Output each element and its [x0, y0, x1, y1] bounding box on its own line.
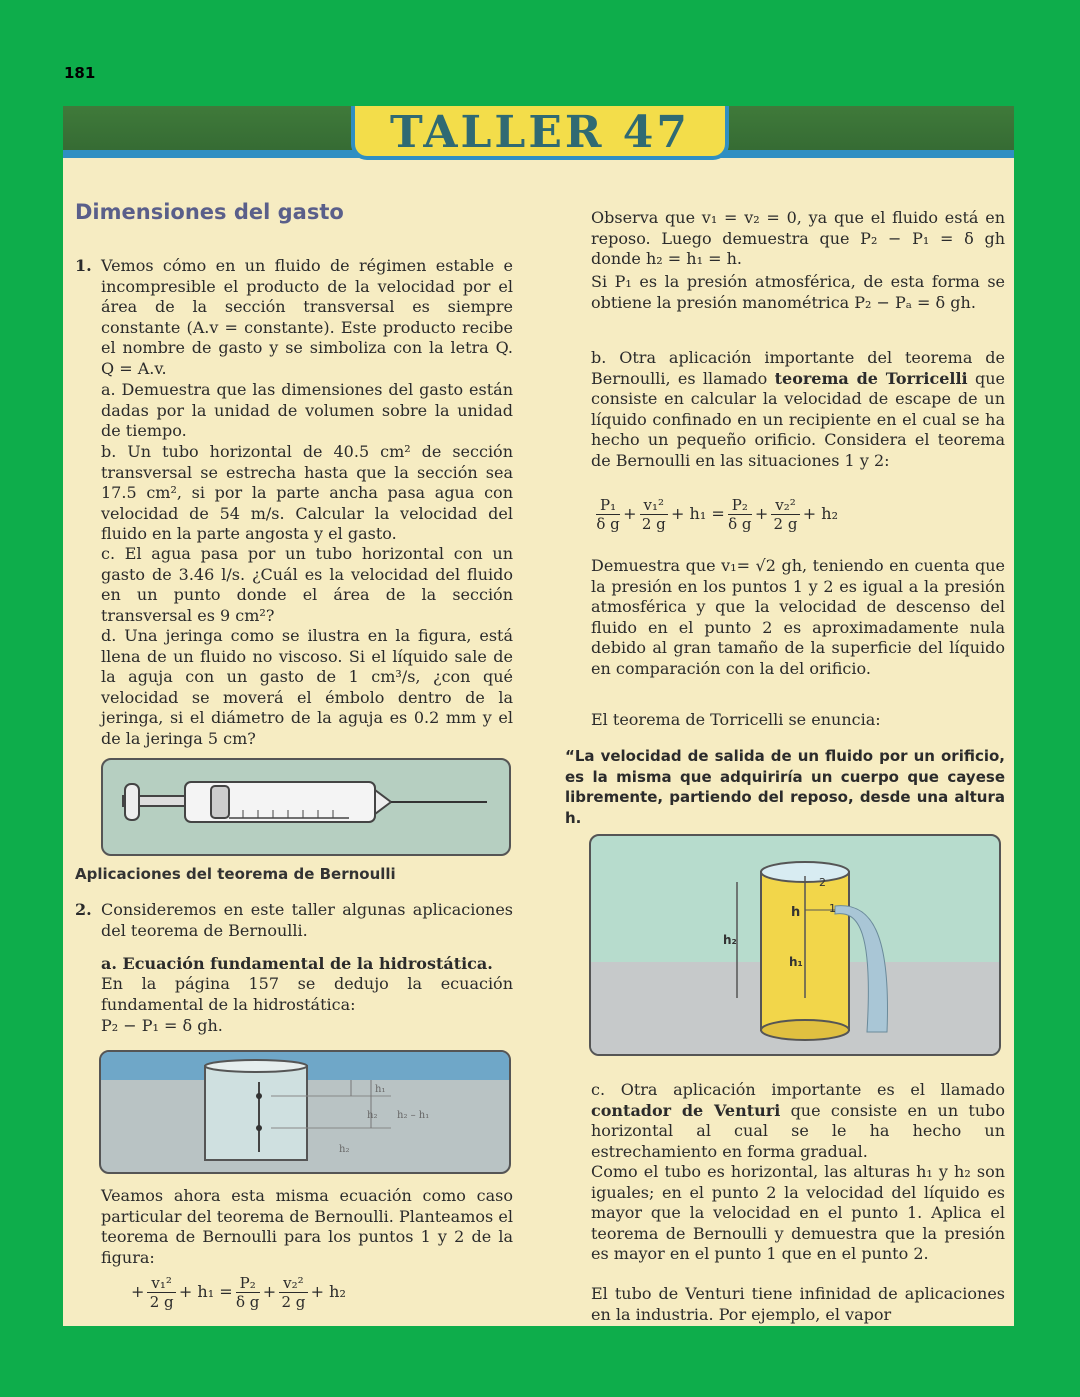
tank-label-1: 1 [829, 902, 836, 915]
section-title-dimensiones: Dimensiones del gasto [75, 200, 344, 224]
venturi-term: contador de Venturi [591, 1100, 781, 1120]
formula-den: δ g [235, 1293, 260, 1311]
beaker-label-h2: h₂ [367, 1110, 378, 1121]
item-1-text: Vemos cómo en un fluido de régimen estable e incompresible el producto de la velocidad por el área de la sección transversal es siempre constante (A.v = constante). Este producto recibe el nombre de gasto y se simboliza con la letra Q. Q = A.v. [101, 256, 513, 378]
formula-den: 2 g [149, 1293, 174, 1311]
right-paragraph-6: El tubo de Venturi tiene infinidad de aplicaciones en la industria. Por ejemplo, el vapor [591, 1284, 1005, 1324]
formula-term: + h₂ [802, 504, 838, 524]
item-number-1: 1. [75, 256, 92, 275]
formula-term: + [754, 504, 769, 524]
right-paragraph-2: Si P₁ es la presión atmosférica, de esta forma se obtiene la presión manométrica P₂ − Pₐ = δ gh. [591, 272, 1005, 312]
page-title: TALLER 47 [351, 106, 729, 160]
formula-den: 2 g [281, 1293, 306, 1311]
formula-den: δ g [596, 515, 620, 533]
formula-num: P₁ [596, 496, 620, 515]
syringe-icon [103, 760, 509, 854]
item-2a-after-text: Veamos ahora esta misma ecuación como caso particular del teorema de Bernoulli. Planteamos el teorema de Bernoulli para los puntos 1 y 2 de la figura: [101, 1186, 513, 1267]
bernoulli-formula-bottom [131, 1274, 346, 1311]
formula-num: P₂ [728, 496, 752, 515]
item-2b-rest: que consiste en calcular la velocidad de escape de un líquido confinado en un recipiente en el cual se ha hecho un pequeño orificio. Considera el teorema de Bernoulli en las situaciones 1 y 2: [591, 368, 1005, 470]
right-paragraph-3: Demuestra que v₁= √2 gh, teniendo en cuenta que la presión en los puntos 1 y 2 es igual a la presión atmosférica y que la velocidad de descenso del fluido en el punto 2 es aproximadamente nula debido al gran tamaño de la superficie del líquido en comparación con la del orificio. [591, 556, 1005, 678]
formula-term: + h₁ = [671, 504, 725, 524]
right-paragraph-1: Observa que v₁ = v₂ = 0, ya que el fluido está en reposo. Luego demuestra que P₂ − P₁ = δ gh donde h₂ = h₁ = h. [591, 208, 1005, 268]
beaker-label-h1: h₁ [375, 1084, 386, 1095]
formula-num: P₂ [236, 1274, 260, 1293]
formula-term: + [131, 1282, 145, 1302]
item-2b-text [591, 348, 1005, 471]
formula-den: 2 g [641, 515, 666, 533]
section-title-bernoulli: Aplicaciones del teorema de Bernoulli [75, 865, 396, 883]
formula-term: + h₁ = [178, 1282, 233, 1302]
torricelli-term: teorema de Torricelli [774, 368, 968, 388]
right-paragraph-4: El teorema de Torricelli se enuncia: [591, 710, 881, 729]
item-2c-rest: que consiste en un tubo horizontal al cual se le ha hecho un estrechamiento en forma gradual. [591, 1100, 1006, 1161]
formula-num: v₁² [147, 1274, 176, 1293]
tank-label-2: 2 [819, 876, 826, 889]
formula-num: v₂² [279, 1274, 308, 1293]
hydrostatic-equation: P₂ − P₁ = δ gh. [101, 1016, 223, 1035]
worksheet-page [63, 106, 1014, 1326]
torricelli-quote: “La velocidad de salida de un fluido por un orificio, es la misma que adquiriría un cuerpo que cayese libremente, partiendo del reposo, desde una altura h. [565, 747, 1005, 827]
item-2c-intro: c. Otra aplicación importante es el llamado [591, 1080, 1005, 1099]
tank-figure [589, 834, 1001, 1056]
formula-num: v₁² [640, 496, 669, 515]
item-2c-text [591, 1080, 1005, 1162]
right-paragraph-5: Como el tubo es horizontal, las alturas h₁ y h₂ son iguales; en el punto 2 la velocidad del líquido es mayor que la velocidad en el punto 1. Aplica el teorema de Bernoulli y demuestra que la presión es mayor en el punto 1 que en el punto 2. [591, 1162, 1005, 1263]
tank-label-h2: h₂ [723, 933, 737, 947]
item-2a-title: a. Ecuación fundamental de la hidrostática. [101, 954, 493, 973]
item-1d-text: d. Una jeringa como se ilustra en la figura, está llena de un fluido no viscoso. Si el líquido sale de la aguja con un gasto de 1 cm³/s, ¿con qué velocidad se moverá el émbolo dentro de la jeringa, si el diámetro de la aguja es 0.2 mm y el de la jeringa 5 cm? [101, 626, 513, 748]
formula-den: δ g [728, 515, 752, 533]
page-number: 181 [64, 64, 96, 82]
formula-term: + h₂ [310, 1282, 346, 1302]
formula-term: + [623, 504, 637, 524]
tank-label-h1: h₁ [789, 955, 803, 969]
beaker-label-h2-lower: h₂ [339, 1144, 350, 1155]
beaker-figure [99, 1050, 511, 1174]
item-number-2: 2. [75, 900, 92, 919]
formula-num: v₂² [771, 496, 800, 515]
item-2a-text: En la página 157 se dedujo la ecuación fundamental de la hidrostática: [101, 974, 513, 1014]
bernoulli-formula-top [593, 496, 838, 533]
beaker-label-diff: h₂ – h₁ [397, 1110, 430, 1121]
item-1b-text: b. Un tubo horizontal de 40.5 cm² de sección transversal se estrecha hasta que la sección sea 17.5 cm², si por la parte ancha pasa agua con velocidad de 54 m/s. Calcular la velocidad del fluido en la parte angosta y el gasto. [101, 442, 513, 543]
formula-term: + [262, 1282, 277, 1302]
item-2b-intro: b. Otra aplicación importante del teorema de Bernoulli, es llamado [591, 348, 1005, 388]
formula-den: 2 g [773, 515, 798, 533]
beaker-icon [205, 1066, 307, 1160]
syringe-figure [101, 758, 511, 856]
item-1c-text: c. El agua pasa por un tubo horizontal con un gasto de 3.46 l/s. ¿Cuál es la velocidad del fluido en un punto donde el área de la sección transversal es 9 cm²? [101, 544, 513, 625]
item-1a-text: a. Demuestra que las dimensiones del gasto están dadas por la unidad de volumen sobre la unidad de tiempo. [101, 380, 513, 440]
item-2-text: Consideremos en este taller algunas aplicaciones del teorema de Bernoulli. [101, 900, 513, 940]
tank-label-h: h [791, 905, 801, 920]
